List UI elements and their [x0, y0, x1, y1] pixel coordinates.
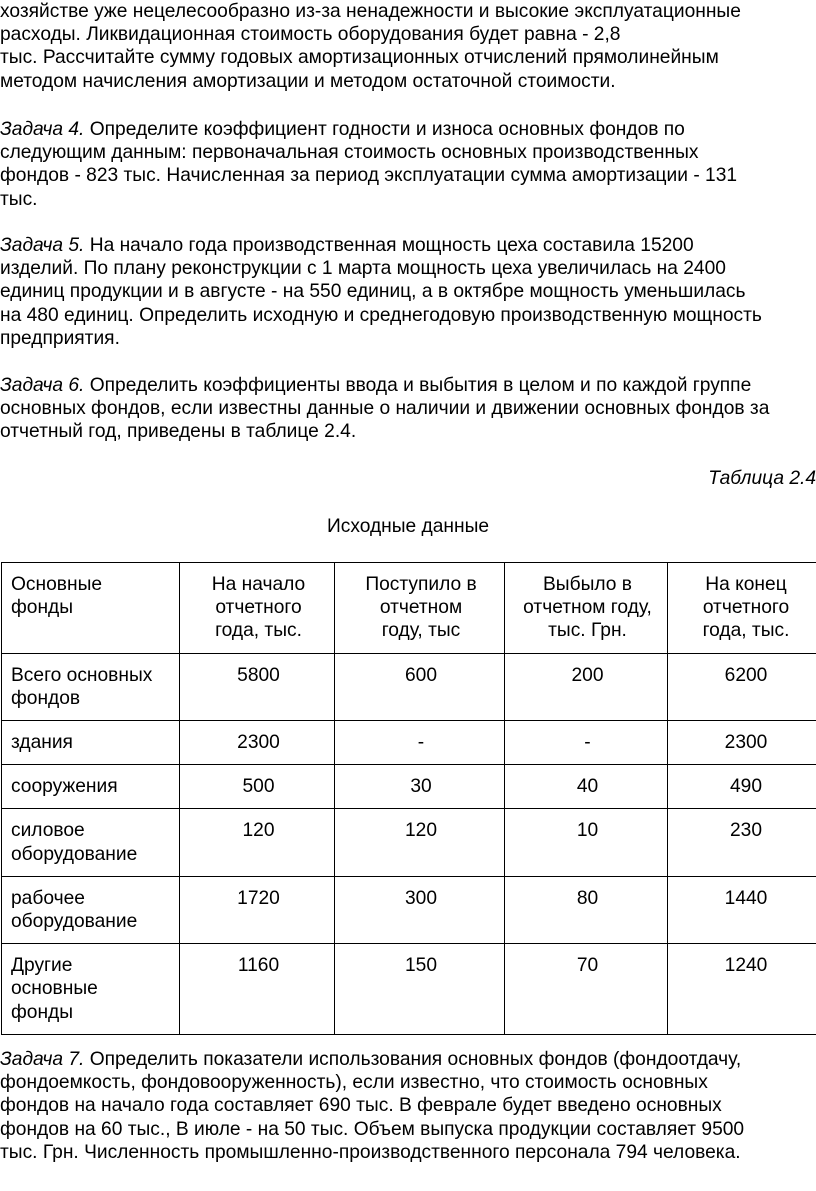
text-line: фондов на начало года составляет 690 тыс. В феврале будет введено основных — [0, 1095, 722, 1117]
cell-text: оборудование — [11, 843, 138, 865]
text-line: тыс. Рассчитайте сумму годовых амортизационных отчислений прямолинейным — [0, 47, 719, 69]
row-name-cell — [2, 765, 180, 809]
table-row — [2, 653, 816, 720]
row-name-cell — [2, 721, 180, 765]
header-text: Выбыло в — [543, 574, 632, 595]
text-line: следующим данным: первоначальная стоимость основных производственных — [0, 142, 699, 164]
header-text: года, тыс. — [702, 620, 790, 642]
text-line: фондов - 823 тыс. Начисленная за период эксплуатации сумма амортизации - 131 — [0, 165, 738, 187]
text-line: тыс. Грн. Численность промышленно-производственного персонала 794 человека. — [0, 1141, 741, 1163]
value-cell: 300 — [335, 876, 505, 943]
cell-text: рабочее — [11, 887, 85, 909]
text-line: методом начисления амортизации и методом остаточной стоимости. — [0, 70, 616, 92]
value-cell: 6200 — [668, 653, 816, 720]
text-line: предприятия. — [0, 327, 120, 349]
table-header-row — [2, 563, 816, 654]
value-cell: 1440 — [668, 876, 816, 943]
value-cell: 30 — [335, 765, 505, 809]
cell-text: сооружения — [11, 776, 118, 798]
text-line: отчетный год, приведены в таблице 2.4. — [0, 421, 357, 443]
header-cell-retired — [505, 563, 668, 654]
cell-text: силовое — [11, 820, 85, 842]
value-cell: 230 — [668, 809, 816, 876]
table-row — [2, 765, 816, 809]
text-line: фондоемкость, фондовооруженность), если известно, что стоимость основных — [0, 1072, 708, 1094]
cell-text: фонды — [11, 1001, 74, 1023]
value-cell: 2300 — [180, 721, 335, 765]
header-cell-received — [335, 563, 505, 654]
table-row — [2, 944, 816, 1035]
row-name-cell — [2, 876, 180, 943]
header-text: отчетного — [702, 597, 790, 619]
cell-text: основные — [11, 978, 98, 1000]
value-cell: 80 — [505, 876, 668, 943]
task5-paragraph — [0, 234, 816, 350]
task6-paragraph — [0, 374, 816, 444]
value-cell: 2300 — [668, 721, 816, 765]
cell-text: Всего основных — [11, 664, 153, 686]
task5-label: Задача 5. — [0, 235, 85, 256]
table-row — [2, 809, 816, 876]
task4-label: Задача 4. — [0, 119, 85, 140]
header-text: отчетного — [215, 597, 302, 619]
header-text: Основные — [11, 574, 103, 595]
cell-text: здания — [11, 732, 73, 754]
value-cell: 40 — [505, 765, 668, 809]
text-line: Определить коэффициенты ввода и выбытия в целом и по каждой группе — [84, 375, 752, 396]
header-text: фонды — [11, 597, 74, 619]
task7-paragraph — [0, 1048, 816, 1164]
value-cell: 10 — [505, 809, 668, 876]
value-cell: 490 — [668, 765, 816, 809]
value-cell: 1160 — [180, 944, 335, 1035]
row-name-cell — [2, 809, 180, 876]
cell-text: оборудование — [11, 911, 138, 933]
text-line: расходы. Ликвидационная стоимость оборудования будет равна - 2,8 — [0, 24, 621, 46]
text-line: на 480 единиц. Определить исходную и среднегодовую производственную мощность — [0, 304, 762, 326]
row-name-cell — [2, 944, 180, 1035]
text-line: хозяйстве уже нецелесообразно из-за ненадежности и высокие эксплуатационные — [0, 1, 741, 22]
task7-label: Задача 7. — [0, 1049, 85, 1070]
header-text: На начало — [211, 574, 306, 595]
text-line: изделий. По плану реконструкции с 1 марта мощность цеха увеличилась на 2400 — [0, 258, 726, 280]
value-cell: 600 — [335, 653, 505, 720]
value-cell: - — [335, 721, 505, 765]
value-cell: 150 — [335, 944, 505, 1035]
cell-text: Другие — [11, 955, 73, 977]
header-text: года, тыс. — [215, 620, 302, 642]
header-text: На конец — [705, 574, 787, 595]
header-text: отчетном году, — [523, 597, 652, 619]
text-line: основных фондов, если известны данные о наличии и движении основных фондов за — [0, 398, 770, 420]
header-text: тыс. Грн. — [548, 620, 627, 642]
value-cell: 5800 — [180, 653, 335, 720]
header-cell-start — [180, 563, 335, 654]
value-cell: 1240 — [668, 944, 816, 1035]
table-title: Исходные данные — [326, 516, 490, 537]
row-name-cell — [2, 653, 180, 720]
value-cell: 120 — [335, 809, 505, 876]
table-number-caption: Таблица 2.4 — [708, 468, 816, 489]
value-cell: 70 — [505, 944, 668, 1035]
header-cell-end — [668, 563, 816, 654]
text-line: Определить показатели использования основных фондов (фондоотдачу, — [84, 1049, 742, 1070]
value-cell: 120 — [180, 809, 335, 876]
cell-text: фондов — [11, 687, 81, 709]
value-cell: 500 — [180, 765, 335, 809]
value-cell: 200 — [505, 653, 668, 720]
table-row — [2, 721, 816, 765]
table-row — [2, 876, 816, 943]
header-text: году, тыс — [381, 620, 461, 642]
text-line: единиц продукции и в августе - на 550 единиц, а в октябре мощность уменьшилась — [0, 281, 746, 303]
header-text: Поступило в — [365, 574, 477, 595]
text-line: тыс. — [0, 188, 38, 210]
header-text: отчетном — [379, 597, 463, 619]
fixed-assets-table — [1, 562, 816, 1035]
value-cell: 1720 — [180, 876, 335, 943]
text-line: На начало года производственная мощность цеха составила 15200 — [84, 235, 694, 256]
header-cell-assets — [2, 563, 180, 654]
task6-label: Задача 6. — [0, 375, 85, 396]
value-cell: - — [505, 721, 668, 765]
intro-paragraph — [0, 0, 816, 93]
text-line: Определите коэффициент годности и износа основных фондов по — [84, 119, 685, 140]
task4-paragraph — [0, 118, 816, 211]
text-line: фондов на 60 тыс., В июле - на 50 тыс. Объем выпуска продукции составляет 9500 — [0, 1118, 745, 1140]
